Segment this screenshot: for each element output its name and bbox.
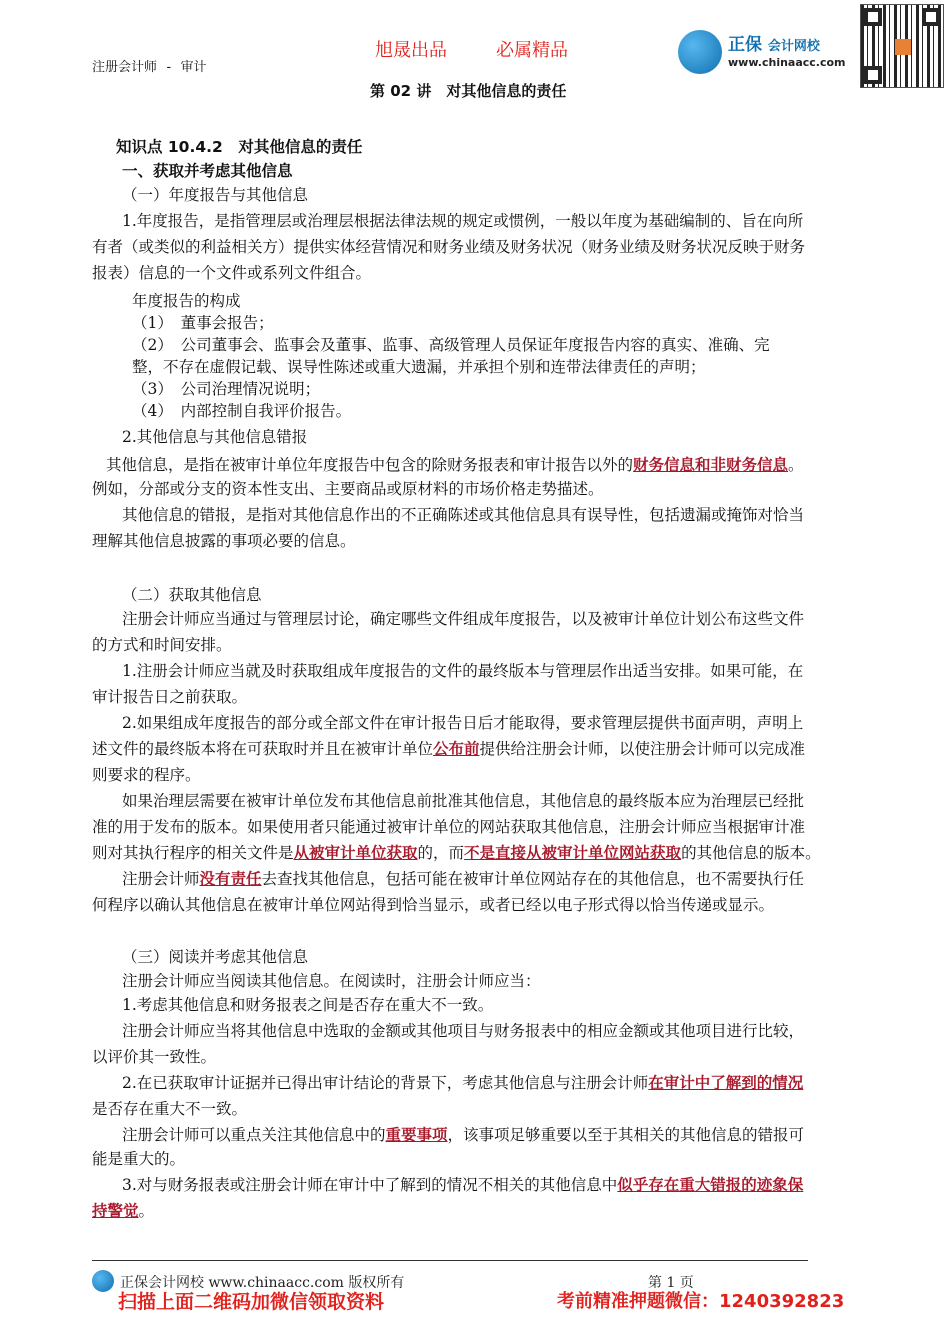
logo-sub: 会计网校 <box>767 39 820 54</box>
footer-divider <box>92 1260 808 1261</box>
emphasis-text: 从被审计单位获取 <box>293 843 418 862</box>
text-segment: 提供给注册会计师，以使注册会计师可以完成准 <box>479 740 806 758</box>
text-segment: 的其他信息的版本。 <box>681 844 821 862</box>
text-line: （1） 董事会报告； <box>132 314 274 332</box>
lecture-title: 第 02 讲 对其他信息的责任 <box>370 82 567 100</box>
text-line: 以评价其一致性。 <box>92 1048 217 1066</box>
emphasis-text: 财务信息和非财务信息 <box>633 455 789 474</box>
text-line: （2） 公司董事会、监事会及董事、监事、高级管理人员保证年度报告内容的真实、准确、完 <box>132 336 770 354</box>
text-line <box>122 1124 804 1146</box>
text-line: 1.年度报告，是指管理层或治理层根据法律法规的规定或惯例，一般以年度为基础编制的、旨在向所 <box>122 212 804 230</box>
text-line <box>92 1200 154 1222</box>
text-line: （一）年度报告与其他信息 <box>122 186 309 204</box>
text-line: 其他信息的错报，是指对其他信息作出的不正确陈述或其他信息具有误导性，包括遗漏或掩饰对恰当 <box>122 506 805 524</box>
emphasis-text: 在审计中了解到的情况 <box>648 1073 804 1092</box>
emphasis-text: 重要事项 <box>385 1125 448 1144</box>
emphasis-text: 公布前 <box>433 739 480 758</box>
text-segment: 的，而 <box>417 844 465 862</box>
emphasis-text: 持警觉 <box>92 1201 139 1220</box>
text-line <box>122 1174 803 1196</box>
text-line: （4） 内部控制自我评价报告。 <box>132 402 352 420</box>
footer-page-number: 第 1 页 <box>648 1275 694 1291</box>
slogan-left: 旭晟出品 <box>375 40 447 61</box>
promo-left: 扫描上面二维码加微信领取资料 <box>118 1291 385 1313</box>
text-line: （二）获取其他信息 <box>122 586 262 604</box>
text-segment: 其他信息，是指在被审计单位年度报告中包含的除财务报表和审计报告以外的 <box>106 456 634 474</box>
text-line: 注册会计师应当阅读其他信息。在阅读时，注册会计师应当： <box>122 972 541 990</box>
text-line: 的方式和时间安排。 <box>92 636 232 654</box>
text-line: 准的用于发布的版本。如果使用者只能通过被审计单位的网站获取其他信息，注册会计师应当根据审计准 <box>92 818 806 836</box>
text-line: 审计报告日之前获取。 <box>92 688 248 706</box>
text-line <box>92 842 821 864</box>
chinaacc-logo <box>678 26 858 78</box>
promo-right: 考前精准押题微信：1240392823 <box>557 1291 845 1312</box>
text-segment: 3.对与财务报表或注册会计师在审计中了解到的情况不相关的其他信息中 <box>122 1176 618 1194</box>
text-line: 整，不存在虚假记载、误导性陈述或重大遗漏，并承担个别和连带法律责任的声明； <box>132 358 706 376</box>
text-line: 2.如果组成年度报告的部分或全部文件在审计报告日后才能取得，要求管理层提供书面声明，声明上 <box>122 714 804 732</box>
text-segment: 则对其执行程序的相关文件是 <box>92 844 294 862</box>
text-line: 1.考虑其他信息和财务报表之间是否存在重大不一致。 <box>122 996 494 1014</box>
text-segment: 2.在已获取审计证据并已得出审计结论的背景下，考虑其他信息与注册会计师 <box>122 1074 649 1092</box>
text-line <box>122 1072 803 1094</box>
text-line: 理解其他信息披露的事项必要的信息。 <box>92 532 356 550</box>
slogan-right: 必属精品 <box>496 40 568 61</box>
text-segment: 注册会计师 <box>122 870 200 888</box>
text-segment: 。 <box>788 456 804 474</box>
text-line: 则要求的程序。 <box>92 766 201 784</box>
text-line: 1.注册会计师应当就及时获取组成年度报告的文件的最终版本与管理层作出适当安排。如果可能，在 <box>122 662 804 680</box>
text-line: 2.其他信息与其他信息错报 <box>122 428 308 446</box>
subject-label: 注册会计师 - 审计 <box>92 60 207 75</box>
text-line <box>122 868 804 890</box>
text-line: 注册会计师应当通过与管理层讨论，确定哪些文件组成年度报告，以及被审计单位计划公布这些文件 <box>122 610 805 628</box>
footer-site: 正保会计网校 www.chinaacc.com 版权所有 <box>120 1275 405 1291</box>
text-line <box>92 738 805 760</box>
text-segment: 述文件的最终版本将在可获取时并且在被审计单位 <box>92 740 434 758</box>
text-line: （3） 公司治理情况说明； <box>132 380 321 398</box>
text-segment: 。 <box>138 1202 155 1220</box>
text-line: 有者（或类似的利益相关方）提供实体经营情况和财务业绩及财务状况（财务业绩及财务状况反映于财务 <box>92 238 806 256</box>
text-line: 知识点 10.4.2 对其他信息的责任 <box>116 138 363 156</box>
emphasis-text: 不是直接从被审计单位网站获取 <box>464 843 682 862</box>
text-line: 如果治理层需要在被审计单位发布其他信息前批准其他信息，其他信息的最终版本应为治理层已经批 <box>122 792 805 810</box>
text-line: 报表）信息的一个文件或系列文件组合。 <box>92 264 372 282</box>
text-segment: 注册会计师可以重点关注其他信息中的 <box>122 1126 386 1144</box>
text-line: （三）阅读并考虑其他信息 <box>122 948 309 966</box>
text-line: 何程序以确认其他信息在被审计单位网站得到恰当显示，或者已经以电子形式得以恰当传递或显示。 <box>92 896 775 914</box>
text-line: 能是重大的。 <box>92 1150 186 1168</box>
text-line: 一、获取并考虑其他信息 <box>122 162 293 180</box>
logo-url: www.chinaacc.com <box>728 56 846 69</box>
emphasis-text: 似乎存在重大错报的迹象保 <box>617 1175 804 1194</box>
text-line: 注册会计师应当将其他信息中选取的金额或其他项目与财务报表中的相应金额或其他项目进行比较， <box>122 1022 805 1040</box>
text-segment: 去查找其他信息，包括可能在被审计单位网站存在的其他信息，也不需要执行任 <box>261 870 805 888</box>
text-line: 是否存在重大不一致。 <box>92 1100 248 1118</box>
qr-code-icon <box>860 4 944 88</box>
text-line: 年度报告的构成 <box>132 292 241 310</box>
footer-logo-icon <box>92 1270 114 1292</box>
text-line: 例如，分部或分支的资本性支出、主要商品或原材料的市场价格走势描述。 <box>92 480 604 498</box>
logo-mark-icon <box>678 30 722 74</box>
text-line <box>106 454 804 476</box>
logo-name: 正保 <box>728 35 762 55</box>
text-segment: ，该事项足够重要以至于其相关的其他信息的错报可 <box>447 1126 805 1144</box>
logo-brand <box>728 30 820 55</box>
emphasis-text: 没有责任 <box>199 869 262 888</box>
